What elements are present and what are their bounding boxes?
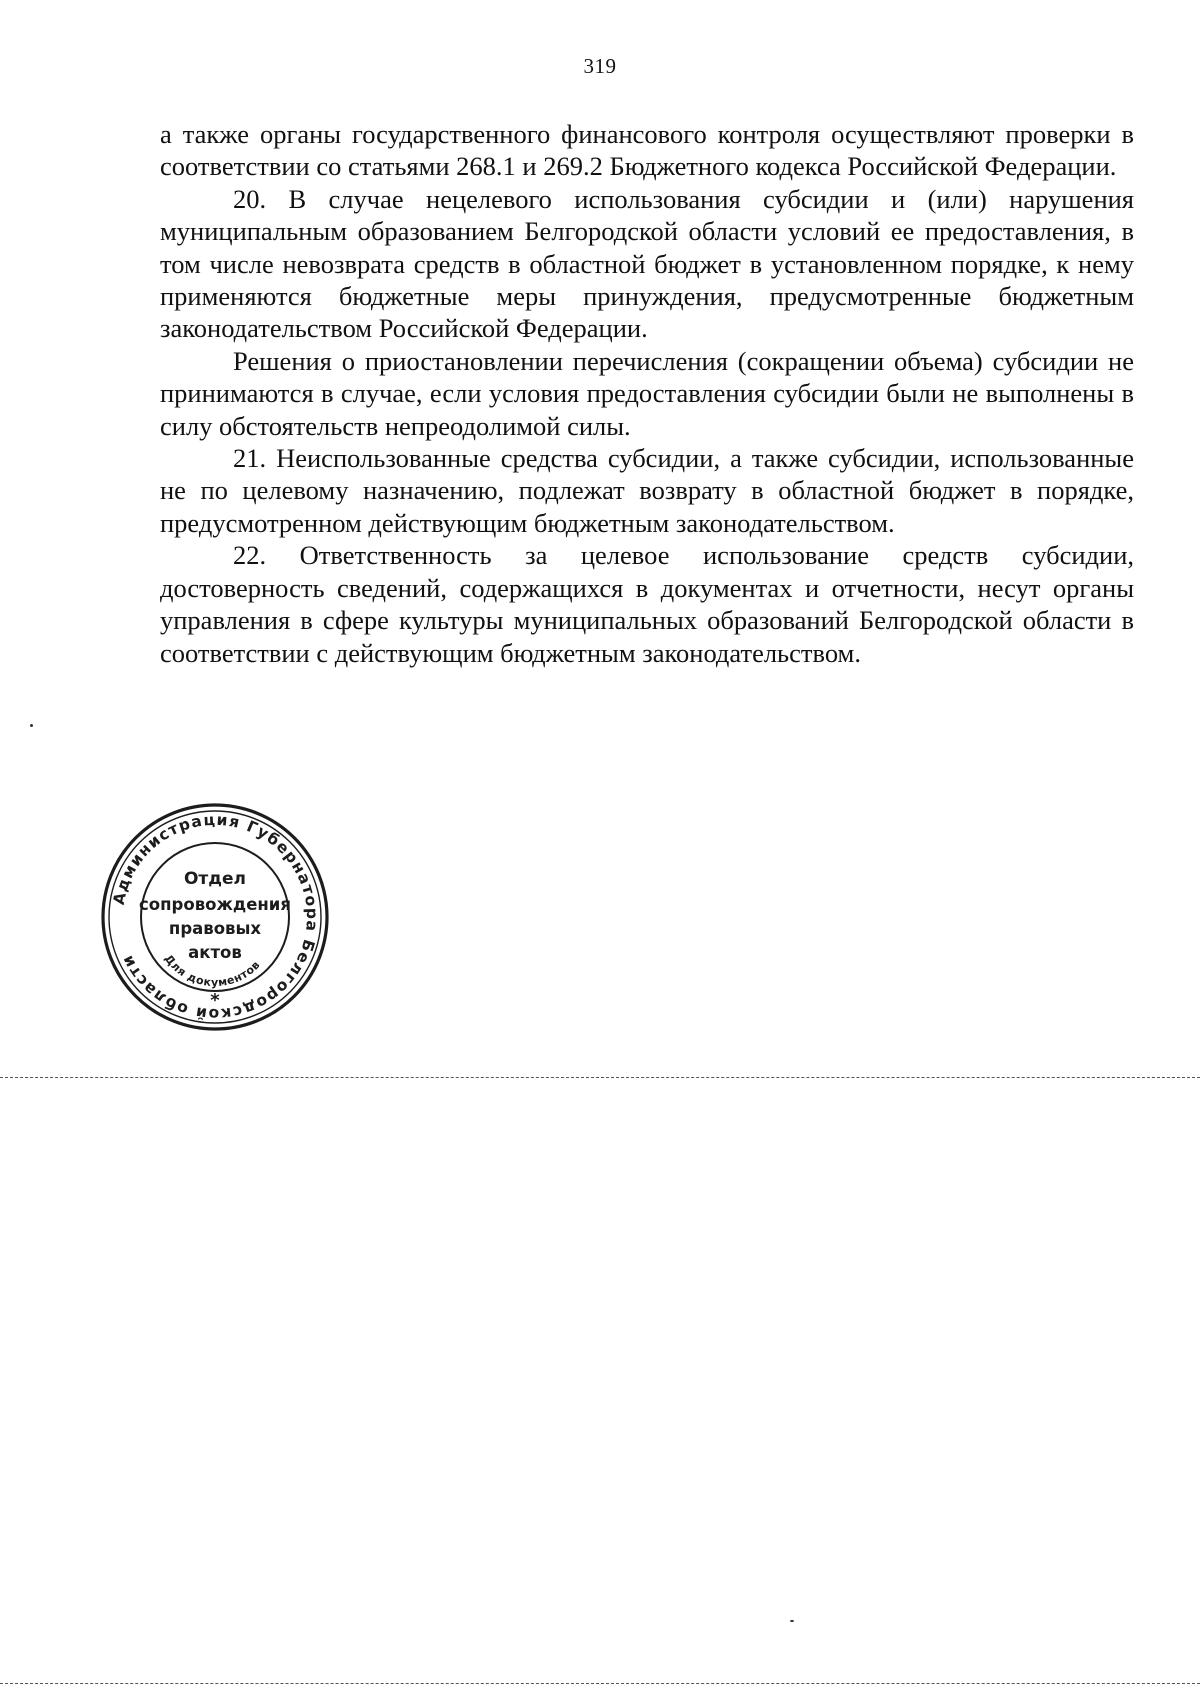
page-divider-bottom	[0, 1683, 1200, 1684]
document-body	[160, 118, 1134, 669]
official-stamp	[98, 800, 332, 1034]
paragraph-5-clause-22: 22. Ответственность за целевое использование средств субсидии, достоверность сведений, содержащихся в документах и отчетности, несут органы управления в сфере культуры муниципальных образований Белгородской области в соответствии с действующим бюджетным законодательством.	[160, 540, 1134, 668]
page-divider-top	[0, 1077, 1200, 1078]
stamp-star: *	[210, 990, 220, 1011]
page-number: 319	[583, 54, 617, 78]
scan-speck	[30, 724, 33, 727]
stamp-line-3: правовых	[168, 919, 262, 938]
stamp-inner-arc-text: Для документов	[161, 952, 263, 990]
paragraph-2-clause-20: 20. В случае нецелевого использования субсидии и (или) нарушения муниципальным образованием Белгородской области условий ее предоставления, в том числе невозврата средств в областной бюджет в установленном порядке, к нему применяются бюджетные меры принуждения, предусмотренные бюджетным законодательством Российской Федерации.	[160, 183, 1134, 344]
stamp-line-4: актов	[188, 943, 242, 962]
stamp-outer-text: Администрация Губернатора Белгородской области	[109, 810, 322, 1024]
paragraph-1: а также органы государственного финансового контроля осуществляют проверки в соответствии со статьями 268.1 и 269.2 Бюджетного кодекса Российской Федерации.	[160, 119, 1134, 182]
paragraph-3: Решения о приостановлении перечисления (сокращении объема) субсидии не принимаются в случае, если условия предоставления субсидии были не выполнены в силу обстоятельств непреодолимой силы.	[160, 345, 1134, 441]
stamp-line-1: Отдел	[183, 869, 247, 889]
paragraph-4-clause-21: 21. Неиспользованные средства субсидии, а также субсидии, использованные не по целевому назначению, подлежат возврату в областной бюджет в порядке, предусмотренном действующим бюджетным законодательством.	[160, 443, 1134, 538]
stamp-line-2: сопровождения	[139, 895, 291, 914]
scan-speck	[790, 1620, 794, 1622]
